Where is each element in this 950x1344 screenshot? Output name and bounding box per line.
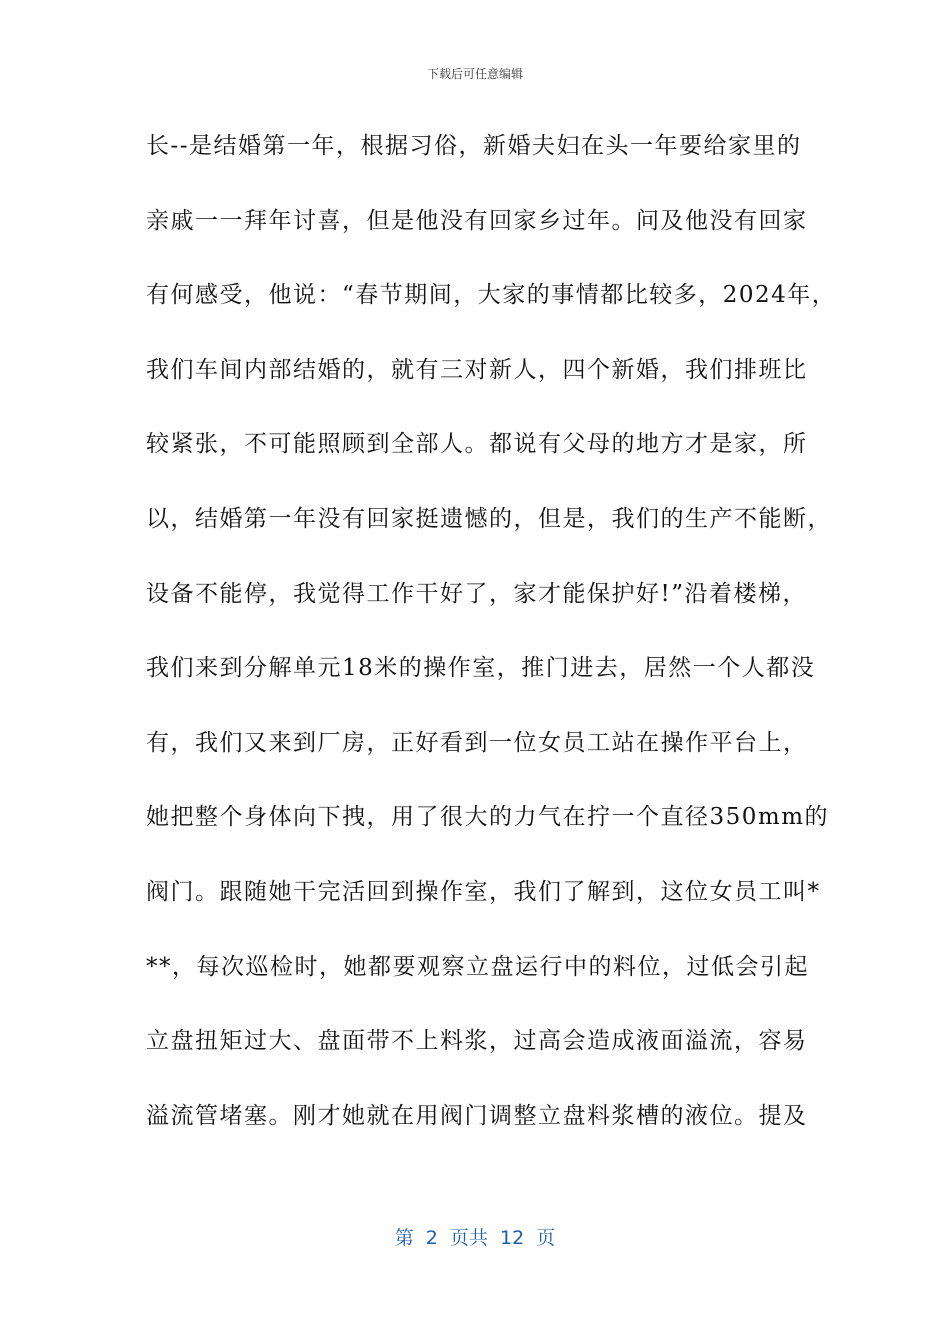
body-line: 立盘扭矩过大、盘面带不上料浆，过高会造成液面溢流，容易 (146, 1028, 808, 1055)
page-number-footer: 第 2 页共 12 页 (394, 1227, 556, 1249)
body-line: 阀门。跟随她干完活回到操作室，我们了解到，这位女员工叫* (146, 878, 821, 905)
body-line: 有何感受，他说：“春节期间，大家的事情都比较多，2024年， (146, 282, 837, 309)
body-line: 她把整个身体向下拽，用了很大的力气在拧一个直径350mm的 (146, 804, 830, 831)
document-body (146, 120, 837, 1164)
body-line: 溢流管堵塞。刚才她就在用阀门调整立盘料浆槽的液位。提及 (146, 1102, 808, 1129)
page-header: 下载后可任意编辑 (426, 67, 523, 81)
body-line: 以，结婚第一年没有回家挺遗憾的，但是，我们的生产不能断， (146, 505, 832, 532)
body-line: 有，我们又来到厂房，正好看到一位女员工站在操作平台上， (146, 729, 808, 756)
body-line: 亲戚一一拜年讨喜，但是他没有回家乡过年。问及他没有回家 (146, 207, 808, 234)
body-line: 我们车间内部结婚的，就有三对新人，四个新婚，我们排班比 (146, 356, 808, 383)
body-line: **，每次巡检时，她都要观察立盘运行中的料位，过低会引起 (146, 953, 809, 980)
body-line: 我们来到分解单元18米的操作室，推门进去，居然一个人都没 (146, 655, 816, 682)
body-line: 较紧张，不可能照顾到全部人。都说有父母的地方才是家，所 (146, 431, 808, 458)
body-line: 设备不能停，我觉得工作干好了，家才能保护好!”沿着楼梯， (146, 580, 808, 607)
body-line: 长--是结婚第一年，根据习俗，新婚夫妇在头一年要给家里的 (146, 133, 802, 159)
